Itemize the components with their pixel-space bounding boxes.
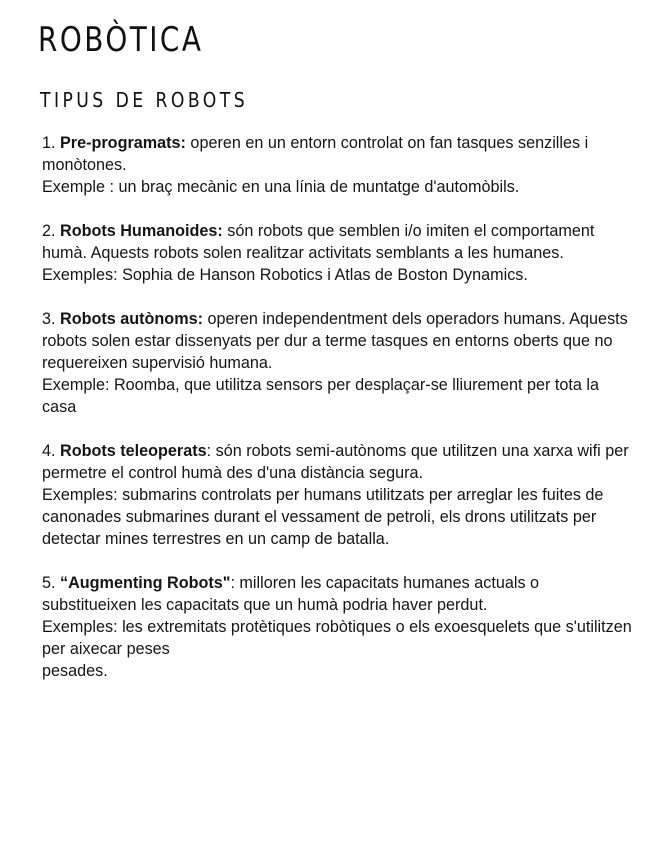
list-item	[42, 308, 632, 418]
item-number: 3.	[42, 310, 60, 328]
list-item	[42, 440, 632, 550]
item-description	[42, 308, 632, 374]
item-example: Exemple : un braç mecànic en una línia de muntatge d'automòbils.	[42, 178, 520, 196]
item-description-text: : milloren les capacitats humanes actuals o substitueixen les capacitats que un humà podria haver perdut.	[42, 574, 540, 614]
item-example: Exemple: Roomba, que utilitza sensors per desplaçar-se lliurement per tota la casa	[42, 376, 599, 416]
item-number: 5.	[42, 574, 60, 592]
item-description-text: són robots que semblen i/o imiten el comportament humà. Aquests robots solen realitzar activitats semblants a les humanes.	[42, 222, 595, 262]
item-example-continuation: pesades.	[42, 662, 108, 680]
page-title: ROBÒTICA	[38, 20, 204, 60]
item-number: 1.	[42, 134, 60, 152]
item-example: Exemples: les extremitats protètiques robòtiques o els exoesquelets que s'utilitzen per aixecar peses	[42, 618, 632, 658]
list-item	[42, 220, 632, 286]
item-description-text: operen independentment dels operadors humans. Aquests robots solen estar dissenyats per dur a terme tasques en entorns oberts que no requereixen supervisió humana.	[42, 310, 628, 372]
item-term: Robots autònoms:	[60, 310, 203, 328]
item-description	[42, 440, 632, 484]
item-example: Exemples: Sophia de Hanson Robotics i Atlas de Boston Dynamics.	[42, 266, 528, 284]
item-description	[42, 220, 632, 264]
item-description	[42, 572, 632, 616]
item-term: Pre-programats:	[60, 134, 186, 152]
item-description	[42, 132, 632, 176]
page-subtitle: TIPUS DE ROBOTS	[40, 88, 249, 112]
item-term: Robots Humanoides:	[60, 222, 223, 240]
item-term: “Augmenting Robots"	[60, 574, 231, 592]
item-example: Exemples: submarins controlats per humans utilitzats per arreglar les fuites de canonades submarines durant el vessament de petroli, els drons utilitzats per detectar mines terrestres en un camp de batalla.	[42, 486, 604, 548]
list-item	[42, 572, 632, 682]
item-term: Robots teleoperats	[60, 442, 207, 460]
robot-types-list	[42, 132, 632, 704]
list-item	[42, 132, 632, 198]
item-description-text: : són robots semi-autònoms que utilitzen una xarxa wifi per permetre el control humà des d'una distància segura.	[42, 442, 629, 482]
item-number: 2.	[42, 222, 60, 240]
item-number: 4.	[42, 442, 60, 460]
item-description-text: operen en un entorn controlat on fan tasques senzilles i monòtones.	[42, 134, 589, 174]
